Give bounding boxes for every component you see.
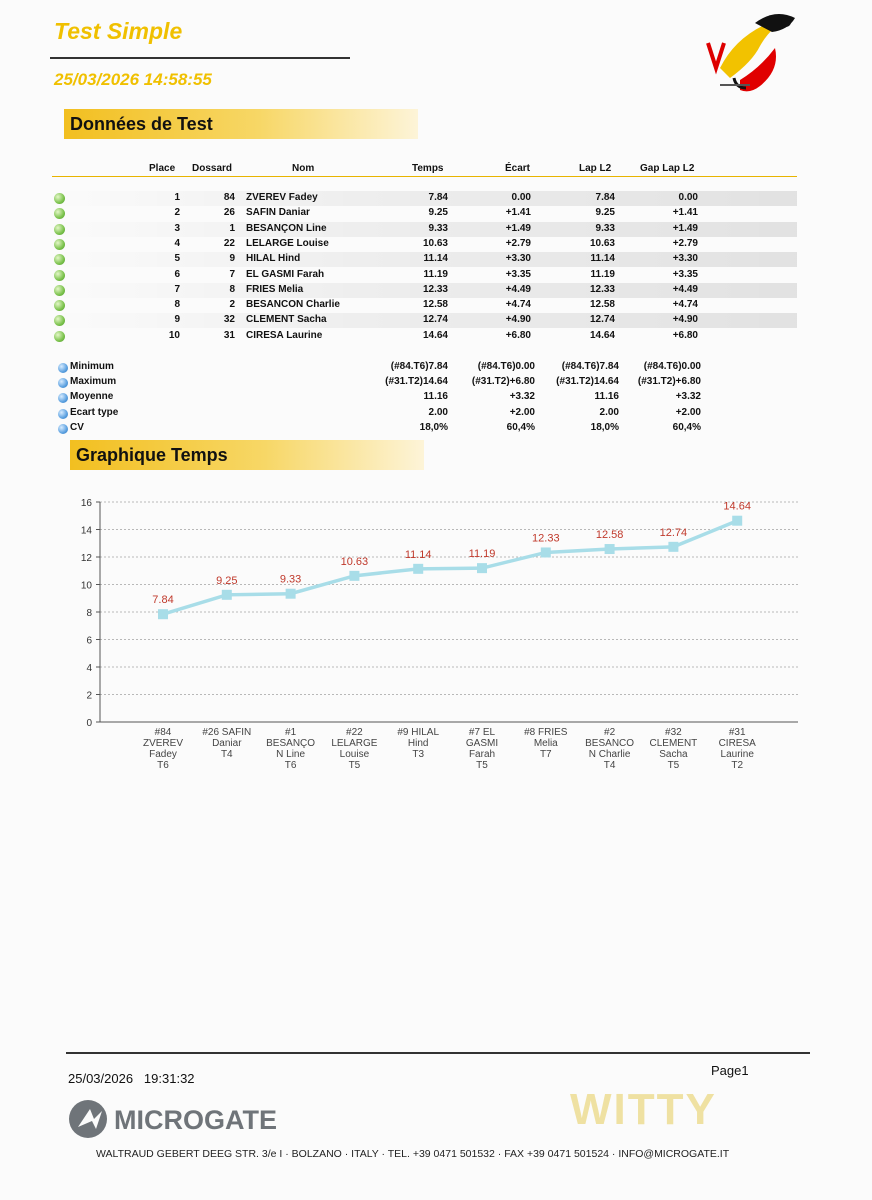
- x-tick-label: Daniar: [212, 738, 242, 749]
- cell-place: 10: [168, 329, 180, 341]
- cell-place: 3: [174, 222, 180, 234]
- stat-gap: 60,4%: [672, 421, 701, 433]
- x-tick-label: T5: [667, 760, 680, 771]
- series-line: [163, 521, 737, 615]
- x-tick-label: Farah: [468, 749, 496, 760]
- stat-temps: 2.00: [428, 406, 448, 418]
- cell-dossard: 84: [223, 192, 235, 203]
- section-title-chart: Graphique Temps: [70, 440, 424, 470]
- x-tick-label: Sacha: [659, 749, 688, 760]
- cell-place: 2: [174, 207, 180, 219]
- title-divider: [50, 57, 350, 59]
- data-label: 11.19: [468, 548, 496, 561]
- x-tick-label: #32: [665, 727, 682, 738]
- stat-row: [52, 375, 797, 390]
- cell-nom: CIRESA Laurine: [246, 329, 323, 341]
- table-row: [52, 298, 797, 313]
- status-ok-icon: [54, 208, 65, 219]
- x-tick-label: Hind: [407, 738, 429, 749]
- footer-time: 19:31:32: [143, 1071, 195, 1086]
- status-ok-icon: [54, 254, 65, 265]
- x-tick-label: T3: [412, 749, 425, 760]
- cell-ecart: +3.35: [505, 268, 531, 280]
- data-point: [349, 571, 359, 581]
- stat-row: [52, 360, 797, 375]
- cell-ecart: +2.79: [505, 237, 531, 249]
- stat-bullet-icon: [58, 363, 68, 373]
- stat-temps: (#84.T6)7.84: [390, 361, 448, 372]
- data-label: 14.64: [723, 500, 751, 513]
- table-header-divider: [52, 176, 797, 177]
- stat-row: [52, 406, 797, 421]
- data-label: 7.84: [152, 594, 174, 607]
- stat-gap: +3.32: [675, 391, 701, 403]
- table-row: [52, 206, 797, 221]
- column-header-lap: Lap L2: [579, 163, 612, 174]
- cell-gap: +4.74: [672, 299, 698, 311]
- x-tick-label: T5: [348, 760, 361, 771]
- cell-gap: +1.41: [672, 207, 698, 219]
- cell-lap: 7.84: [595, 192, 615, 203]
- cell-temps: 7.84: [428, 192, 448, 203]
- data-point: [158, 609, 168, 619]
- cell-ecart: +3.30: [505, 253, 531, 265]
- x-tick-label: BESANCO: [585, 738, 635, 749]
- status-ok-icon: [54, 300, 65, 311]
- cell-temps: 11.19: [423, 268, 448, 280]
- stat-lap: 18,0%: [590, 421, 619, 433]
- cell-nom: BESANÇON Line: [246, 222, 327, 234]
- x-tick-label: GASMI: [465, 738, 499, 749]
- x-tick-label: #22: [346, 727, 363, 738]
- x-tick-label: #2: [604, 727, 616, 738]
- data-point: [413, 564, 423, 574]
- stat-lap: (#31.T2)14.64: [556, 376, 619, 388]
- x-tick-label: #1: [285, 727, 297, 738]
- cell-gap: +3.35: [672, 268, 698, 280]
- page-number: Page1: [711, 1063, 749, 1078]
- microgate-logo: [68, 1097, 318, 1141]
- cell-ecart: +4.49: [505, 283, 531, 295]
- column-header-dossard: Dossard: [192, 163, 233, 174]
- stat-label: Maximum: [70, 376, 117, 388]
- footer-divider: [66, 1052, 810, 1054]
- cell-place: 7: [174, 283, 180, 295]
- x-tick-label: T7: [539, 749, 552, 760]
- cell-gap: +6.80: [672, 329, 698, 341]
- cell-nom: HILAL Hind: [246, 253, 301, 265]
- stat-label: Ecart type: [70, 406, 119, 418]
- data-point: [668, 542, 678, 552]
- cell-temps: 12.33: [422, 283, 448, 295]
- y-tick-label: 2: [86, 690, 92, 702]
- cell-ecart: +4.90: [505, 314, 531, 326]
- cell-nom: SAFIN Daniar: [246, 207, 310, 219]
- cell-temps: 12.74: [422, 314, 448, 326]
- y-tick-label: 14: [80, 525, 92, 537]
- cell-temps: 9.33: [428, 222, 448, 234]
- cell-temps: 10.63: [422, 237, 448, 249]
- data-label: 9.33: [279, 573, 302, 586]
- stat-row: [52, 421, 797, 436]
- x-tick-label: CLEMENT: [649, 738, 698, 749]
- stat-bullet-icon: [58, 378, 68, 388]
- chart-canvas: [60, 480, 820, 790]
- cell-temps: 14.64: [422, 329, 448, 341]
- stat-lap: 11.16: [594, 391, 619, 403]
- company-name: MICROGATE: [114, 1105, 277, 1135]
- cell-dossard: 1: [229, 222, 235, 234]
- table-row: [52, 329, 797, 344]
- stat-bullet-icon: [58, 409, 68, 419]
- data-label: 12.74: [659, 526, 688, 539]
- stat-gap: +2.00: [675, 406, 701, 418]
- cell-temps: 11.14: [423, 253, 448, 265]
- column-header-gap-lap: Gap Lap L2: [640, 163, 695, 174]
- cell-gap: +2.79: [672, 237, 698, 249]
- data-point: [732, 516, 742, 526]
- x-tick-label: Louise: [339, 749, 370, 760]
- cell-place: 8: [174, 299, 180, 311]
- y-tick-label: 8: [86, 608, 92, 619]
- x-tick-label: N Charlie: [588, 749, 631, 760]
- cell-place: 5: [174, 253, 180, 265]
- y-tick-label: 0: [86, 718, 92, 729]
- x-tick-label: N Line: [276, 749, 306, 760]
- cell-dossard: 31: [223, 329, 235, 341]
- stat-ecart: 60,4%: [506, 421, 535, 433]
- y-tick-label: 16: [80, 498, 92, 509]
- cell-temps: 9.25: [428, 207, 448, 219]
- x-tick-label: Melia: [533, 738, 558, 749]
- x-tick-label: T6: [157, 760, 169, 771]
- stat-ecart: +3.32: [509, 391, 535, 403]
- data-label: 11.14: [404, 548, 432, 561]
- data-point: [477, 563, 487, 573]
- cell-ecart: +1.49: [505, 222, 531, 234]
- cell-dossard: 22: [223, 237, 235, 249]
- cell-nom: FRIES Melia: [246, 283, 304, 295]
- column-header-place: Place: [149, 163, 176, 174]
- stat-temps: 18,0%: [419, 421, 448, 433]
- report-title: Test Simple: [54, 18, 183, 44]
- cell-lap: 11.19: [590, 268, 615, 280]
- cell-dossard: 2: [229, 299, 235, 311]
- x-tick-label: #8 FRIES: [524, 727, 568, 738]
- status-ok-icon: [54, 193, 65, 204]
- cell-temps: 12.58: [422, 299, 448, 311]
- cell-ecart: +4.74: [505, 299, 531, 311]
- x-tick-label: Laurine: [720, 749, 754, 760]
- cell-place: 1: [174, 192, 180, 203]
- x-tick-label: #7 EL: [468, 727, 496, 738]
- status-ok-icon: [54, 315, 65, 326]
- cell-lap: 12.58: [589, 299, 615, 311]
- stat-row: [52, 390, 797, 405]
- x-tick-label: #84: [154, 727, 172, 738]
- status-ok-icon: [54, 270, 65, 281]
- cell-lap: 10.63: [589, 237, 615, 249]
- x-tick-label: ZVEREV: [142, 738, 184, 749]
- data-point: [286, 589, 296, 599]
- cell-ecart: +6.80: [505, 329, 531, 341]
- data-point: [541, 547, 551, 557]
- stat-ecart: +2.00: [509, 406, 535, 418]
- cell-ecart: 0.00: [511, 192, 531, 203]
- stat-lap: (#84.T6)7.84: [561, 361, 619, 372]
- stat-label: Minimum: [70, 361, 114, 372]
- witty-wordmark: WITTY: [570, 1085, 717, 1134]
- x-tick-label: T2: [731, 760, 744, 771]
- cell-lap: 9.25: [595, 207, 615, 219]
- cell-place: 6: [174, 268, 180, 280]
- y-tick-label: 12: [80, 553, 92, 564]
- y-tick-label: 10: [80, 580, 92, 592]
- stat-lap: 2.00: [599, 406, 619, 418]
- footer-date: 25/03/2026: [68, 1071, 134, 1086]
- y-tick-label: 4: [86, 663, 92, 674]
- x-tick-label: #31: [728, 727, 746, 738]
- data-label: 12.33: [532, 532, 560, 545]
- data-point: [605, 544, 615, 554]
- x-tick-label: T4: [603, 760, 616, 771]
- x-tick-label: CIRESA: [718, 738, 756, 749]
- status-ok-icon: [54, 331, 65, 342]
- witty-brand-logo: [570, 1085, 717, 1135]
- cell-lap: 11.14: [590, 253, 615, 265]
- cell-gap: +4.90: [672, 314, 698, 326]
- cell-dossard: 32: [223, 314, 235, 326]
- stat-temps: 11.16: [423, 391, 448, 403]
- data-label: 9.25: [216, 574, 238, 587]
- x-tick-label: #26 SAFIN: [202, 727, 252, 738]
- company-address: WALTRAUD GEBERT DEEG STR. 3/e I · BOLZANO · ITALY · TEL. +39 0471 501532 · FAX +39 0471 501524 · INFO@MICROGATE.IT: [96, 1148, 730, 1160]
- table-row: [52, 252, 797, 267]
- cell-gap: 0.00: [678, 192, 698, 203]
- stat-bullet-icon: [58, 424, 68, 434]
- section-title-data: Données de Test: [64, 109, 418, 139]
- stat-ecart: (#31.T2)+6.80: [471, 376, 535, 388]
- cell-ecart: +1.41: [505, 207, 531, 219]
- x-tick-label: BESANÇO: [266, 738, 316, 749]
- cell-gap: +4.49: [672, 283, 698, 295]
- x-tick-label: LELARGE: [331, 738, 378, 749]
- cell-lap: 9.33: [595, 222, 615, 234]
- cell-place: 4: [174, 237, 180, 249]
- stat-label: CV: [70, 421, 84, 433]
- table-row: [52, 283, 797, 298]
- column-header-nom: Nom: [292, 163, 315, 174]
- cell-nom: ZVEREV Fadey: [246, 192, 318, 203]
- cell-dossard: 26: [223, 207, 235, 219]
- stat-gap: (#84.T6)0.00: [643, 361, 701, 372]
- cell-dossard: 9: [229, 253, 235, 265]
- table-row: [52, 237, 797, 252]
- x-tick-label: #9 HILAL: [397, 727, 440, 738]
- stat-bullet-icon: [58, 393, 68, 403]
- stat-gap: (#31.T2)+6.80: [637, 376, 701, 388]
- stat-ecart: (#84.T6)0.00: [477, 361, 535, 372]
- stat-temps: (#31.T2)14.64: [385, 376, 448, 388]
- cell-nom: CLEMENT Sacha: [246, 314, 327, 326]
- footer-datetime: [68, 1071, 195, 1086]
- data-label: 10.63: [340, 555, 369, 568]
- event-logo: [700, 8, 800, 100]
- table-row: [52, 222, 797, 237]
- cell-nom: LELARGE Louise: [246, 237, 329, 249]
- cell-dossard: 7: [229, 268, 235, 280]
- status-ok-icon: [54, 285, 65, 296]
- table-row: [52, 268, 797, 283]
- status-ok-icon: [54, 239, 65, 250]
- cell-dossard: 8: [229, 283, 235, 295]
- cell-gap: +3.30: [672, 253, 698, 265]
- column-header-ecart: Écart: [505, 163, 531, 174]
- table-row: [52, 191, 797, 206]
- report-datetime: 25/03/2026 14:58:55: [54, 70, 212, 89]
- cell-gap: +1.49: [672, 222, 698, 234]
- x-tick-label: T4: [220, 749, 233, 760]
- table-row: [52, 313, 797, 328]
- cell-nom: EL GASMI Farah: [246, 268, 325, 280]
- x-tick-label: T6: [284, 760, 297, 771]
- cell-lap: 12.33: [589, 283, 615, 295]
- column-header-temps: Temps: [412, 163, 444, 174]
- status-ok-icon: [54, 224, 65, 235]
- data-point: [222, 590, 232, 600]
- data-label: 12.58: [595, 529, 624, 542]
- time-line-chart: [60, 480, 820, 790]
- cell-lap: 12.74: [589, 314, 615, 326]
- cell-place: 9: [174, 314, 180, 326]
- cell-lap: 14.64: [589, 329, 615, 341]
- x-tick-label: Fadey: [149, 749, 177, 760]
- y-tick-label: 6: [86, 635, 92, 647]
- x-tick-label: T5: [476, 760, 488, 771]
- stat-label: Moyenne: [70, 391, 114, 403]
- cell-nom: BESANCON Charlie: [246, 299, 340, 311]
